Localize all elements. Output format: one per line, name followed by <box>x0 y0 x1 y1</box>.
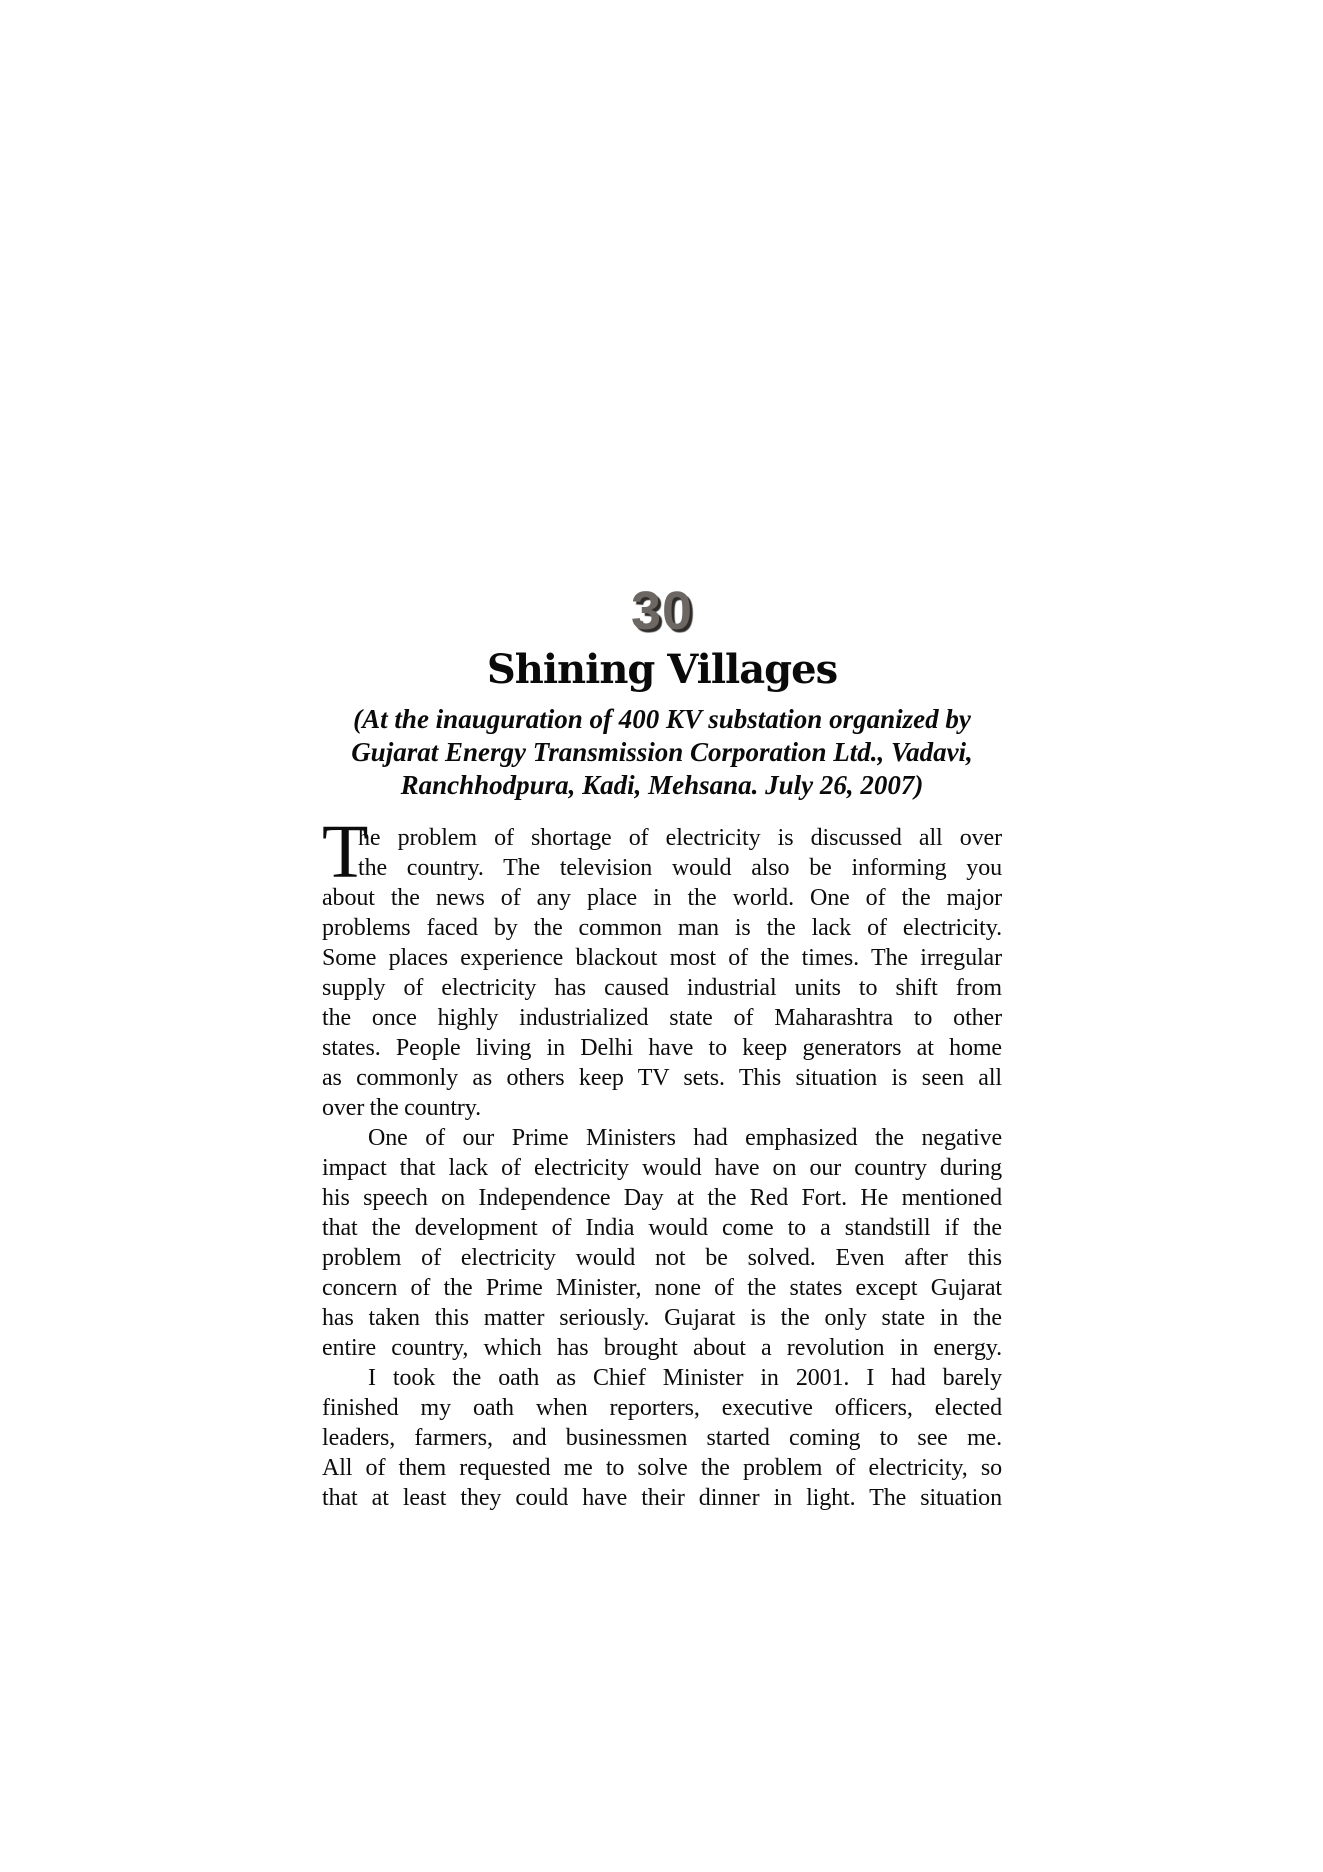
text-line: that at least they could have their dinner in light. The situation <box>322 1485 1002 1511</box>
text-line: has taken this matter seriously. Gujarat is the only state in the <box>322 1305 1002 1331</box>
text-line: One of our Prime Ministers had emphasized the negative <box>368 1125 1002 1151</box>
text-line: I took the oath as Chief Minister in 2001. I had barely <box>368 1365 1002 1391</box>
text-line: as commonly as others keep TV sets. This situation is seen all <box>322 1065 1002 1091</box>
chapter-subtitle <box>322 703 1002 802</box>
chapter-title: Shining Villages <box>486 646 838 693</box>
text-line: problem of electricity would not be solved. Even after this <box>322 1245 1002 1271</box>
text-line: entire country, which has brought about a revolution in energy. <box>322 1335 1002 1361</box>
text-line: the once highly industrialized state of Maharashtra to other <box>322 1005 1002 1031</box>
text-line: the country. The television would also be informing you <box>358 855 1002 881</box>
text-line: Some places experience blackout most of the times. The irregular <box>322 945 1002 971</box>
text-line: states. People living in Delhi have to keep generators at home <box>322 1035 1002 1061</box>
subtitle-line: Gujarat Energy Transmission Corporation Ltd., Vadavi, <box>351 737 973 767</box>
body-text <box>322 810 1002 1513</box>
text-line: problems faced by the common man is the lack of electricity. <box>322 915 1002 941</box>
page-content-column <box>322 0 1002 1872</box>
subtitle-line: Ranchhodpura, Kadi, Mehsana. July 26, 2007) <box>400 770 924 800</box>
subtitle-line: (At the inauguration of 400 KV substation organized by <box>353 704 971 734</box>
paragraph-1 <box>322 810 1002 1123</box>
text-line: All of them requested me to solve the problem of electricity, so <box>322 1455 1002 1481</box>
text-line: over the country. <box>322 1095 482 1121</box>
chapter-number: 30 <box>630 581 694 641</box>
text-line: he problem of shortage of electricity is discussed all over <box>358 825 1002 851</box>
text-line: that the development of India would come to a standstill if the <box>322 1215 1002 1241</box>
drop-cap: T <box>322 810 369 894</box>
text-line: supply of electricity has caused industrial units to shift from <box>322 975 1002 1001</box>
text-line: his speech on Independence Day at the Red Fort. He mentioned <box>322 1185 1002 1211</box>
text-line: impact that lack of electricity would have on our country during <box>322 1155 1002 1181</box>
text-line: concern of the Prime Minister, none of the states except Gujarat <box>322 1275 1002 1301</box>
text-line: leaders, farmers, and businessmen started coming to see me. <box>322 1425 1002 1451</box>
paragraph-2 <box>322 1123 1002 1363</box>
text-line: finished my oath when reporters, executive officers, elected <box>322 1395 1002 1421</box>
text-line: about the news of any place in the world. One of the major <box>322 885 1002 911</box>
paragraph-3 <box>322 1363 1002 1513</box>
